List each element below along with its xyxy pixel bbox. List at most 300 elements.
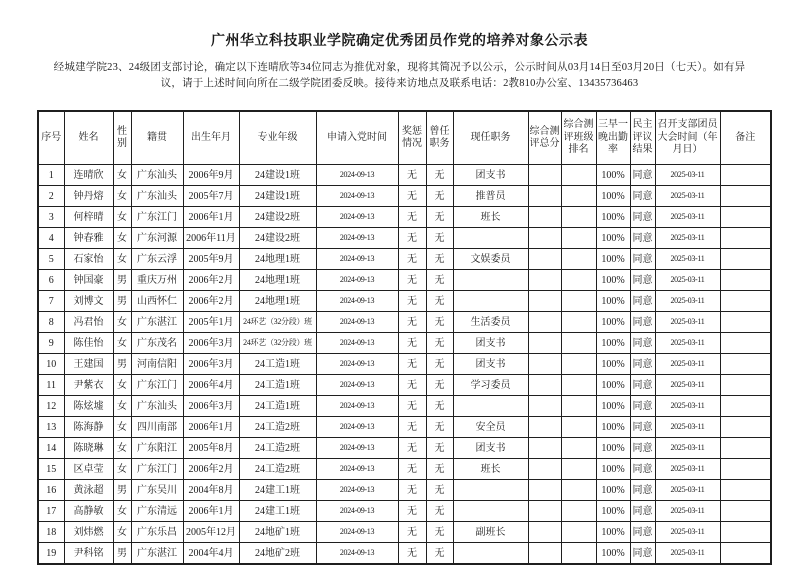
table-cell <box>561 228 596 249</box>
table-cell: 广东阳江 <box>131 438 183 459</box>
table-cell <box>528 207 561 228</box>
column-header: 序号 <box>38 111 64 165</box>
table-cell <box>720 354 771 375</box>
table-cell <box>528 522 561 543</box>
table-cell <box>528 375 561 396</box>
table-cell: 2004年4月 <box>183 543 239 565</box>
table-cell: 10 <box>38 354 64 375</box>
table-cell: 无 <box>426 375 453 396</box>
table-cell <box>528 459 561 480</box>
table-cell: 2025-03-11 <box>655 501 720 522</box>
table-row <box>38 270 771 291</box>
table-cell: 100% <box>596 333 630 354</box>
table-row <box>38 375 771 396</box>
table-row <box>38 543 771 565</box>
table-cell: 团支书 <box>453 438 528 459</box>
column-header: 综合测评班级排名 <box>561 111 596 165</box>
table-cell: 2024-09-13 <box>316 480 398 501</box>
table-cell: 男 <box>113 354 131 375</box>
table-cell: 2025-03-11 <box>655 396 720 417</box>
table-cell: 广东乐昌 <box>131 522 183 543</box>
table-row <box>38 354 771 375</box>
table-cell: 2005年12月 <box>183 522 239 543</box>
table-cell: 2005年8月 <box>183 438 239 459</box>
table-cell <box>561 291 596 312</box>
table-cell: 团支书 <box>453 354 528 375</box>
table-cell: 女 <box>113 501 131 522</box>
table-cell: 24地理1班 <box>239 249 316 270</box>
table-cell: 连晴欣 <box>64 165 113 186</box>
table-cell <box>561 480 596 501</box>
table-cell: 广东汕头 <box>131 165 183 186</box>
table-cell: 同意 <box>630 522 655 543</box>
column-header: 综合测评总分 <box>528 111 561 165</box>
table-cell: 6 <box>38 270 64 291</box>
table-cell: 2024-09-13 <box>316 396 398 417</box>
table-cell: 尹科铭 <box>64 543 113 565</box>
table-cell <box>561 165 596 186</box>
table-row <box>38 459 771 480</box>
table-cell <box>720 417 771 438</box>
table-cell: 无 <box>426 228 453 249</box>
roster-table <box>37 110 772 565</box>
table-cell: 无 <box>426 291 453 312</box>
table-cell: 同意 <box>630 480 655 501</box>
table-cell: 广东清远 <box>131 501 183 522</box>
table-cell: 2025-03-11 <box>655 333 720 354</box>
table-cell: 2024-09-13 <box>316 501 398 522</box>
table-cell <box>528 396 561 417</box>
table-cell: 24工造1班 <box>239 396 316 417</box>
table-cell: 同意 <box>630 354 655 375</box>
table-cell: 钟丹熔 <box>64 186 113 207</box>
table-row <box>38 480 771 501</box>
table-cell: 100% <box>596 291 630 312</box>
table-cell: 2024-09-13 <box>316 165 398 186</box>
table-cell: 24建工1班 <box>239 501 316 522</box>
table-cell <box>720 480 771 501</box>
table-cell <box>720 501 771 522</box>
table-cell <box>720 438 771 459</box>
table-cell <box>720 270 771 291</box>
table-cell: 2024-09-13 <box>316 249 398 270</box>
table-cell: 无 <box>426 354 453 375</box>
column-header: 出生年月 <box>183 111 239 165</box>
table-cell: 24地矿2班 <box>239 543 316 565</box>
table-cell: 副班长 <box>453 522 528 543</box>
table-cell: 山西怀仁 <box>131 291 183 312</box>
table-cell: 2024-09-13 <box>316 207 398 228</box>
table-cell: 女 <box>113 186 131 207</box>
table-cell <box>720 291 771 312</box>
table-cell: 2024-09-13 <box>316 438 398 459</box>
table-cell: 陈佳怡 <box>64 333 113 354</box>
table-cell: 广东湛江 <box>131 312 183 333</box>
table-cell <box>561 333 596 354</box>
table-cell: 2004年8月 <box>183 480 239 501</box>
table-cell: 广东汕头 <box>131 396 183 417</box>
table-cell: 100% <box>596 249 630 270</box>
header-row <box>38 111 771 165</box>
table-cell: 24建设2班 <box>239 207 316 228</box>
table-cell <box>528 333 561 354</box>
table-cell: 无 <box>398 417 426 438</box>
table-cell: 同意 <box>630 228 655 249</box>
table-cell: 100% <box>596 459 630 480</box>
table-cell <box>453 291 528 312</box>
table-row <box>38 501 771 522</box>
table-cell <box>561 522 596 543</box>
table-cell <box>453 480 528 501</box>
table-cell: 2024-09-13 <box>316 375 398 396</box>
table-cell <box>528 270 561 291</box>
table-cell: 24工造2班 <box>239 417 316 438</box>
table-cell: 2006年3月 <box>183 396 239 417</box>
table-cell: 男 <box>113 543 131 565</box>
column-header: 备注 <box>720 111 771 165</box>
table-cell: 广东汕头 <box>131 186 183 207</box>
table-cell <box>453 501 528 522</box>
table-cell: 广东河源 <box>131 228 183 249</box>
table-cell: 团支书 <box>453 333 528 354</box>
table-cell: 100% <box>596 186 630 207</box>
table-cell: 无 <box>398 354 426 375</box>
table-cell: 100% <box>596 396 630 417</box>
table-cell: 2025-03-11 <box>655 354 720 375</box>
table-cell: 2 <box>38 186 64 207</box>
table-cell: 2025-03-11 <box>655 417 720 438</box>
table-cell: 100% <box>596 438 630 459</box>
table-cell: 15 <box>38 459 64 480</box>
table-cell: 四川南部 <box>131 417 183 438</box>
table-cell: 无 <box>398 186 426 207</box>
table-cell: 100% <box>596 270 630 291</box>
table-cell: 无 <box>398 501 426 522</box>
table-cell <box>561 501 596 522</box>
table-cell: 24建设2班 <box>239 228 316 249</box>
table-cell: 2025-03-11 <box>655 459 720 480</box>
table-cell <box>561 417 596 438</box>
table-cell: 24地理1班 <box>239 291 316 312</box>
table-cell: 7 <box>38 291 64 312</box>
table-cell: 同意 <box>630 270 655 291</box>
table-cell <box>561 354 596 375</box>
table-cell: 12 <box>38 396 64 417</box>
table-cell: 100% <box>596 207 630 228</box>
table-cell: 无 <box>398 333 426 354</box>
table-cell: 4 <box>38 228 64 249</box>
table-cell: 同意 <box>630 165 655 186</box>
table-cell: 无 <box>398 396 426 417</box>
table-row <box>38 417 771 438</box>
table-cell <box>720 459 771 480</box>
table-cell <box>720 249 771 270</box>
table-cell <box>720 228 771 249</box>
table-cell: 团支书 <box>453 165 528 186</box>
table-cell: 女 <box>113 375 131 396</box>
table-cell: 2025-03-11 <box>655 270 720 291</box>
table-cell: 24环艺（32分段）班 <box>239 333 316 354</box>
table-cell <box>528 480 561 501</box>
table-cell: 同意 <box>630 207 655 228</box>
table-cell <box>720 522 771 543</box>
table-cell: 24环艺（32分段）班 <box>239 312 316 333</box>
table-cell: 男 <box>113 480 131 501</box>
table-cell: 8 <box>38 312 64 333</box>
table-cell: 2006年1月 <box>183 501 239 522</box>
table-cell: 2006年11月 <box>183 228 239 249</box>
table-cell: 广东江门 <box>131 459 183 480</box>
table-cell: 刘博文 <box>64 291 113 312</box>
table-cell <box>453 270 528 291</box>
table-row <box>38 522 771 543</box>
table-cell <box>528 501 561 522</box>
table-cell: 24工造1班 <box>239 375 316 396</box>
table-cell: 冯君怡 <box>64 312 113 333</box>
column-header: 曾任职务 <box>426 111 453 165</box>
table-cell: 无 <box>426 186 453 207</box>
table-cell: 24建设1班 <box>239 165 316 186</box>
table-cell: 男 <box>113 270 131 291</box>
table-cell: 同意 <box>630 543 655 565</box>
table-cell: 2006年4月 <box>183 375 239 396</box>
table-cell: 同意 <box>630 291 655 312</box>
table-cell: 女 <box>113 312 131 333</box>
table-row <box>38 312 771 333</box>
table-row <box>38 186 771 207</box>
table-cell: 19 <box>38 543 64 565</box>
table-cell: 2024-09-13 <box>316 291 398 312</box>
table-cell: 100% <box>596 522 630 543</box>
table-cell: 黄泳超 <box>64 480 113 501</box>
table-cell: 2006年2月 <box>183 459 239 480</box>
table-cell: 无 <box>426 459 453 480</box>
table-cell: 2024-09-13 <box>316 522 398 543</box>
table-cell: 100% <box>596 165 630 186</box>
table-cell: 同意 <box>630 375 655 396</box>
table-cell <box>528 228 561 249</box>
table-cell <box>561 375 596 396</box>
table-cell: 无 <box>426 207 453 228</box>
table-cell: 2025-03-11 <box>655 438 720 459</box>
table-cell: 同意 <box>630 312 655 333</box>
table-cell: 何梓晴 <box>64 207 113 228</box>
table-cell: 广东吴川 <box>131 480 183 501</box>
column-header: 奖惩情况 <box>398 111 426 165</box>
table-cell: 2025-03-11 <box>655 165 720 186</box>
table-cell: 广东江门 <box>131 207 183 228</box>
table-cell: 广东湛江 <box>131 543 183 565</box>
table-cell: 2006年3月 <box>183 333 239 354</box>
column-header: 召开支部团员大会时间（年月日） <box>655 111 720 165</box>
table-cell: 女 <box>113 165 131 186</box>
table-cell: 无 <box>398 312 426 333</box>
table-cell: 无 <box>398 480 426 501</box>
table-cell <box>528 291 561 312</box>
table-row <box>38 207 771 228</box>
table-cell: 陈晓琳 <box>64 438 113 459</box>
table-cell: 24工造1班 <box>239 354 316 375</box>
table-cell: 同意 <box>630 417 655 438</box>
table-cell: 2025-03-11 <box>655 228 720 249</box>
table-cell <box>720 543 771 565</box>
table-cell: 安全员 <box>453 417 528 438</box>
table-cell: 2024-09-13 <box>316 354 398 375</box>
table-cell: 24工造2班 <box>239 459 316 480</box>
column-header: 专业年级 <box>239 111 316 165</box>
table-cell: 24工造2班 <box>239 438 316 459</box>
table-cell: 班长 <box>453 207 528 228</box>
table-cell: 无 <box>398 438 426 459</box>
table-cell: 2025-03-11 <box>655 543 720 565</box>
table-cell: 王建国 <box>64 354 113 375</box>
table-cell: 无 <box>426 312 453 333</box>
table-cell: 无 <box>398 270 426 291</box>
table-cell: 24建工1班 <box>239 480 316 501</box>
table-cell: 女 <box>113 249 131 270</box>
table-cell <box>561 186 596 207</box>
table-cell: 2025-03-11 <box>655 207 720 228</box>
table-cell <box>561 312 596 333</box>
table-cell: 无 <box>426 522 453 543</box>
table-header <box>38 111 771 165</box>
table-cell: 无 <box>398 249 426 270</box>
table-cell: 广东云浮 <box>131 249 183 270</box>
table-cell <box>720 312 771 333</box>
table-cell: 无 <box>426 249 453 270</box>
table-cell: 无 <box>426 396 453 417</box>
page-title: 广州华立科技职业学院确定优秀团员作党的培养对象公示表 <box>211 34 588 49</box>
table-row <box>38 333 771 354</box>
table-cell: 女 <box>113 438 131 459</box>
table-cell: 2025-03-11 <box>655 312 720 333</box>
table-cell: 2024-09-13 <box>316 543 398 565</box>
column-header: 三早一晚出勤率 <box>596 111 630 165</box>
table-cell <box>528 354 561 375</box>
table-cell: 2025-03-11 <box>655 291 720 312</box>
table-cell: 同意 <box>630 333 655 354</box>
table-row <box>38 249 771 270</box>
column-header: 籍贯 <box>131 111 183 165</box>
table-cell <box>528 312 561 333</box>
table-cell <box>528 165 561 186</box>
table-row <box>38 291 771 312</box>
table-cell: 2025-03-11 <box>655 186 720 207</box>
table-cell: 女 <box>113 417 131 438</box>
table-cell: 2006年1月 <box>183 417 239 438</box>
table-cell: 无 <box>426 417 453 438</box>
column-header: 申请入党时间 <box>316 111 398 165</box>
table-cell: 同意 <box>630 438 655 459</box>
table-cell: 班长 <box>453 459 528 480</box>
column-header: 姓名 <box>64 111 113 165</box>
table-cell: 18 <box>38 522 64 543</box>
intro-paragraph: 经城建学院23、24级团支部讨论，确定以下连晴欣等34位同志为推优对象，现将其简况予以公示，公示时间从03月14日至03月20日（七天）。如有异议，请于上述时间向所在二级学院团委反映。接待来访地点及联系电话：2教810办公室、13435736463 <box>53 62 746 89</box>
table-cell: 11 <box>38 375 64 396</box>
table-cell: 同意 <box>630 249 655 270</box>
table-cell: 1 <box>38 165 64 186</box>
table-cell: 无 <box>398 291 426 312</box>
column-header: 性别 <box>113 111 131 165</box>
table-cell: 2025-03-11 <box>655 522 720 543</box>
table-cell: 100% <box>596 312 630 333</box>
table-cell <box>528 417 561 438</box>
table-cell: 无 <box>398 543 426 565</box>
table-cell <box>720 165 771 186</box>
table-cell: 无 <box>426 270 453 291</box>
table-cell <box>720 186 771 207</box>
table-cell: 刘炜燃 <box>64 522 113 543</box>
table-cell: 100% <box>596 354 630 375</box>
table-row <box>38 228 771 249</box>
table-cell <box>561 459 596 480</box>
table-cell: 2024-09-13 <box>316 186 398 207</box>
table-cell: 24建设1班 <box>239 186 316 207</box>
table-row <box>38 165 771 186</box>
table-cell: 同意 <box>630 459 655 480</box>
table-cell: 推普员 <box>453 186 528 207</box>
table-cell: 无 <box>398 165 426 186</box>
table-cell <box>528 186 561 207</box>
table-cell: 14 <box>38 438 64 459</box>
table-cell: 100% <box>596 480 630 501</box>
table-cell: 2006年1月 <box>183 207 239 228</box>
table-cell <box>561 270 596 291</box>
table-cell <box>453 228 528 249</box>
table-cell <box>561 207 596 228</box>
table-cell: 24地理1班 <box>239 270 316 291</box>
table-cell: 2006年2月 <box>183 270 239 291</box>
table-cell: 5 <box>38 249 64 270</box>
table-cell: 女 <box>113 522 131 543</box>
table-cell: 无 <box>398 228 426 249</box>
table-cell: 广东茂名 <box>131 333 183 354</box>
table-cell: 无 <box>398 207 426 228</box>
table-cell: 重庆万州 <box>131 270 183 291</box>
table-cell: 无 <box>426 438 453 459</box>
table-cell: 100% <box>596 375 630 396</box>
table-cell: 100% <box>596 501 630 522</box>
table-cell: 无 <box>426 333 453 354</box>
table-cell: 2024-09-13 <box>316 333 398 354</box>
table-cell: 无 <box>426 480 453 501</box>
table-cell: 无 <box>426 165 453 186</box>
table-cell: 文娱委员 <box>453 249 528 270</box>
table-body <box>38 165 771 565</box>
table-cell: 2024-09-13 <box>316 459 398 480</box>
table-cell: 学习委员 <box>453 375 528 396</box>
table-cell: 女 <box>113 228 131 249</box>
table-cell: 同意 <box>630 501 655 522</box>
table-cell: 无 <box>398 459 426 480</box>
table-cell <box>561 396 596 417</box>
table-cell: 陈炫墟 <box>64 396 113 417</box>
table-cell: 2025-03-11 <box>655 249 720 270</box>
table-cell: 同意 <box>630 396 655 417</box>
table-cell: 女 <box>113 207 131 228</box>
table-cell: 河南信阳 <box>131 354 183 375</box>
table-cell: 石家怡 <box>64 249 113 270</box>
table-cell: 2024-09-13 <box>316 270 398 291</box>
table-cell: 无 <box>398 522 426 543</box>
table-cell: 无 <box>426 501 453 522</box>
table-cell: 2025-03-11 <box>655 375 720 396</box>
column-header: 民主评议结果 <box>630 111 655 165</box>
table-cell: 区卓莹 <box>64 459 113 480</box>
table-cell: 高静敏 <box>64 501 113 522</box>
table-cell: 100% <box>596 543 630 565</box>
table-cell: 无 <box>426 543 453 565</box>
